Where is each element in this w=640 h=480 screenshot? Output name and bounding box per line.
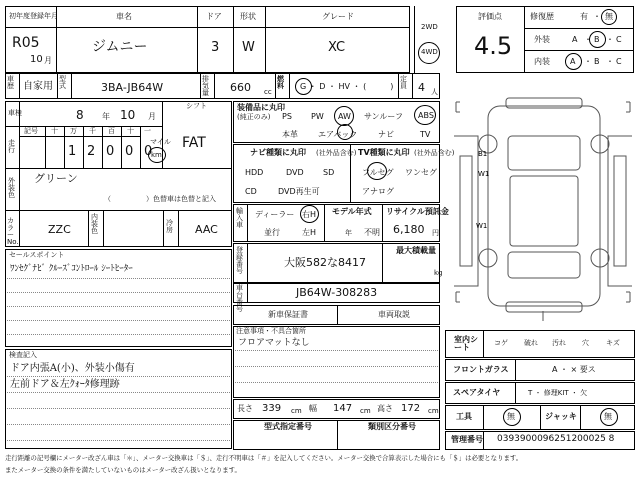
inspector-note-line-1: ドア内張A(小)、外装小傷有 [10,363,135,374]
chassis-value: JB64W-308283 [296,286,378,299]
shift-value: FAT [182,135,206,151]
equip-sunroof: サンルーフ [364,112,403,121]
door-label: ドア [206,12,222,21]
digit-header-sym: 記号 [24,127,38,135]
tv-fullseg: フルセグ [362,168,394,177]
recycle-unit: 円 [432,229,439,237]
equip-airbag: エアバック [318,130,358,139]
tv-note: (社外品含む) [414,149,455,157]
navi-hdd: HDD [245,168,264,177]
digit-header-10: 十 [127,127,134,135]
equip-aw: AW [338,112,351,121]
ac-value: AAC [195,223,218,236]
displacement-unit: cc [264,88,272,96]
tv-analog: アナログ [362,187,394,196]
int-grade-b: B [594,57,600,66]
exterior-color-note: （ ）色替車は色替と記入 [104,195,216,203]
interior-sheet-label: 室内シート [454,335,478,352]
equip-pw: PW [311,112,324,121]
score-label: 評価点 [478,12,502,21]
grade-label: グレード [322,12,354,21]
width-label: 幅 [309,404,317,413]
displacement-label: 排気量 [202,75,209,97]
usage-value: 自家用 [23,81,53,92]
repair-yes: 有 [580,12,588,21]
notes-label: 注意事項・不具合箇所 [236,327,306,335]
spare-tire-label: スペアタイヤ [453,388,501,397]
equip-navi: ナビ [378,130,394,139]
tv-oneseg: ワンセグ [405,168,437,177]
equip-tv: TV [420,130,431,139]
width-value: 147 [333,403,353,414]
management-label: 管理番号 [451,435,483,444]
car-name-label: 車名 [116,12,132,21]
doc-warranty: 新車保証書 [268,310,308,319]
model-designation-label: 型式指定番号 [264,422,312,431]
digit-100k: 1 [68,144,77,159]
import-label: 輸入車 [236,207,243,229]
body-value: W [242,40,255,55]
km-unit: km [151,151,162,159]
inspector-note-line-2: 左前ドア＆左ｸｫｰﾀ修理跡 [10,379,120,390]
model-label: 型式 [59,75,66,90]
max-load-label: 最大積載量 [396,246,436,255]
inspection-year-unit: 年 [102,112,110,121]
tools-value: 無 [507,412,515,421]
management-value: 0393900096251200025 8 [497,434,615,444]
int-grade-a: A [570,57,576,66]
sheet-burn: コゲ [494,339,508,347]
repair-no: 無 [605,12,613,21]
width-unit: cm [360,407,371,415]
mileage-label: 走行 [8,139,15,154]
ac-label: 冷房 [166,219,173,234]
jack-value: 無 [604,412,612,421]
notes-box [233,326,440,398]
import-right: 右H [302,210,317,219]
model-year-unit: 年 [345,229,352,237]
length-value: 339 [262,403,282,414]
navi-note: (社外品含む) [316,149,357,157]
car-damage-diagram [448,96,638,326]
capacity-label: 定員 [400,75,407,90]
digit-header-1: 一 [144,127,151,135]
exterior-color-value: グリーン [34,172,78,185]
sheet-hole: 穴 [582,339,589,347]
drive-4wd: 4WD [421,48,438,56]
digit-100: 0 [125,144,134,159]
drive-2wd: 2WD [421,23,438,31]
navi-label: ナビ種類に丸印 [250,148,306,157]
score-value: 4.5 [474,32,513,60]
registration-value: 大阪582な8417 [284,256,366,269]
diagram-label-w1-a: W1 [478,170,490,178]
interior-color-label: 内装色 [91,213,98,235]
grade-value: XC [328,40,346,55]
ext-grade-a: A [572,35,578,44]
first-reg-year: R05 [12,35,40,51]
chassis-label: 車台番号 [236,284,243,313]
footer-line-2: またメーター交換の条件を満たしていないものはメーター改ざん扱いとなります。 [5,466,241,474]
capacity-value: 4 [418,81,425,94]
sheet-scratch: キズ [606,339,620,347]
length-unit: cm [291,407,302,415]
auction-sheet: 初年度登録年月 R05 10 月 車名 ジムニー ドア 3 形状 W グレード XC 2WD 4WD 評価点 4.5 修復歴 有 ・ 無 外装 A ・ B ・ C 内装 A ・ B ・ C 車歴 自家用 型式 3BA-JB64W 排気量 660 cc 燃料 G ・ D ・ HV ・ ( ) 定員 4 人 車検 8 年 10 月 シフト FAT 走行 記号 十 万 千 百 十 一 1 2 0 0 0 マイル km 外装色 グリーン （ ）色替車は色替と記入 カラーNo. ZZC 内装色 冷房 AAC セールスポイント ﾜﾝｾｸﾞﾅﾋﾞ ｸﾙｰｽﾞｺﾝﾄﾛｰﾙ ｼｰﾄﾋｰﾀｰ 検査記入 ドア内張A(小)、外装小傷有 左前ドア＆左ｸｫｰﾀ修理跡 装備品に丸印 (純正のみ) PS PW AW サンルーフ ABS 本革 エアバック ナビ TV ナビ種類に丸印 (社外品含む) HDD DVD SD CD DVD再生可 TV種類に丸印 (社外品含む) フルセグ ワンセグ アナログ 輸入車 ディーラー 右H 並行 左H モデル年式 年 不明 リサイクル預託金 6,180 円 登録番号 大阪582な8417 最大積載量 kg 車台番号 JB64W-308283 新車保証書 車両取説 注意事項・不具合箇所 フロアマットなし 長さ 339 cm 幅 147 cm 高さ 172 cm 型式指定番号 類別区分番号 B1 W1 W1 室内シート コゲ 破れ 汚れ 穴 キズ フロントガラス A ・ × 要ス スペアタイヤ T ・ 修理KIT ・ 欠 工具 無 ジャッキ 無 管理番号 0393900096251200025 8 走行距離の記号欄にメーター改ざん車は「＊」、メーター交換車は「＄」、走行不明車は「＃」を記入してください。メーター交換で合算表示した場合にも「＄」は必要となります。 またメーター交換の条件を満たしていないものはメーター改ざん扱いとなります。 [0,0,640,480]
sales-point-label: セールスポイント [9,251,65,259]
color-no-label: カラーNo. [7,217,19,246]
digit-10: 0 [144,144,153,159]
usage-label: 車歴 [7,75,14,90]
car-name-value: ジムニー [92,39,148,55]
navi-cd: CD [245,187,257,196]
height-unit: cm [428,407,439,415]
door-value: 3 [211,40,220,55]
first-reg-month: 10 [30,54,43,65]
capacity-unit: 人 [431,88,438,96]
navi-dvd-playback: DVD再生可 [278,187,320,196]
equipment-sub-label: (純正のみ) [237,113,271,121]
front-glass-label: フロントガラス [453,365,509,374]
shift-label: シフト [186,102,207,110]
height-label: 高さ [377,404,393,413]
digit-10k: 2 [87,144,96,159]
max-load-unit: kg [434,269,443,277]
height-value: 172 [401,403,421,414]
spare-tire-value: T ・ 修理KIT ・ 欠 [528,389,588,397]
recycle-label: リサイクル預託金 [386,207,449,216]
first-reg-label: 初年度登録年月 [9,12,58,20]
sales-point-text: ﾜﾝｾｸﾞﾅﾋﾞ ｸﾙｰｽﾞｺﾝﾄﾛｰﾙ ｼｰﾄﾋｰﾀｰ [10,264,133,274]
recycle-value: 6,180 [393,223,425,236]
import-dealer: ディーラー [255,210,295,219]
jack-label: ジャッキ [545,412,577,421]
notes-text: フロアマットなし [238,338,310,348]
inspection-year: 8 [76,108,84,122]
ext-grade-b: B [594,35,600,44]
digit-1k: 0 [106,144,115,159]
fuel-label: 燃料 [277,75,284,90]
repair-label: 修復歴 [530,12,554,21]
inspector-notes-label: 検査記入 [9,351,37,359]
interior-label: 内装 [534,57,550,66]
length-label: 長さ [237,404,253,413]
import-parallel: 並行 [264,228,280,237]
equip-leather: 本革 [282,130,298,139]
doc-manual: 車両取説 [378,310,410,319]
import-left: 左H [302,228,317,237]
digit-header-10k: 万 [70,127,77,135]
digit-header-100k: 十 [51,127,58,135]
navi-sd: SD [323,168,335,177]
front-glass-value: A ・ × 要ス [552,365,596,374]
diagram-label-b1: B1 [478,150,488,158]
model-value: 3BA-JB64W [101,81,164,94]
exterior-color-label: 外装色 [8,177,15,199]
body-label: 形状 [240,12,256,21]
model-year-value: 不明 [364,228,380,237]
model-year-label: モデル年式 [332,207,372,216]
mile-unit: マイル [150,138,171,146]
sheet-tear: 破れ [524,339,538,347]
sheet-stain: 汚れ [552,339,566,347]
category-label: 類別区分番号 [368,422,416,431]
equip-ps: PS [282,112,292,121]
exterior-label: 外装 [534,35,550,44]
inspection-month: 10 [120,108,136,122]
ext-grade-c: C [616,35,622,44]
diagram-label-w1-b: W1 [476,222,488,230]
equip-abs: ABS [418,111,434,120]
digit-header-1k: 千 [89,127,96,135]
equipment-label: 装備品に丸印 [237,103,285,112]
first-reg-month-unit: 月 [44,56,52,65]
navi-dvd: DVD [286,168,304,177]
inspection-month-unit: 月 [148,112,156,121]
digit-header-100: 百 [108,127,115,135]
tv-label: TV種類に丸印 [358,148,410,157]
fuel-options: G ・ D ・ HV ・ ( ) [300,82,394,91]
footer-line-1: 走行距離の記号欄にメーター改ざん車は「＊」、メーター交換車は「＄」、走行不明車は「＃」を記入してください。メーター交換で合算表示した場合にも「＄」は必要となります。 [5,454,523,462]
tools-label: 工具 [456,412,472,421]
inspection-label: 車検 [8,109,22,117]
color-no-value: ZZC [48,223,71,236]
displacement-value: 660 [230,81,251,94]
int-grade-c: C [616,57,622,66]
registration-label: 登録番号 [236,246,243,275]
